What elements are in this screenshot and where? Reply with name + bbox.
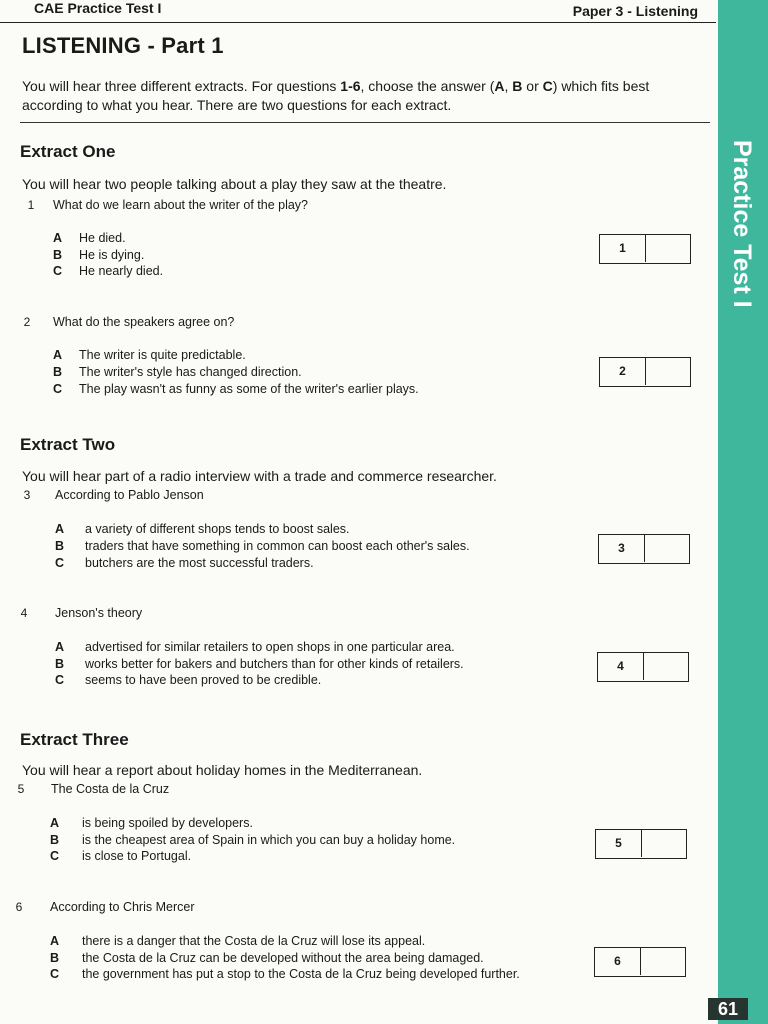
option-letter: B <box>50 951 60 965</box>
question-number: 5 <box>17 782 25 796</box>
option-letter: B <box>50 833 60 847</box>
instructions-letter-a: A <box>494 78 505 94</box>
question-number: 1 <box>27 198 35 212</box>
question-number: 3 <box>23 488 31 502</box>
answer-box[interactable] <box>597 652 689 682</box>
instructions-letter-c: C <box>542 78 553 94</box>
option-letter: A <box>50 816 60 830</box>
answer-box[interactable] <box>599 234 691 264</box>
option-text: there is a danger that the Costa de la Cruz will lose its appeal. <box>82 934 426 948</box>
extract-title: Extract Three <box>20 730 129 749</box>
question-stem: What do the speakers agree on? <box>53 315 235 329</box>
question-stem: Jenson's theory <box>55 606 143 620</box>
option-text: is being spoiled by developers. <box>82 816 253 830</box>
option-text: The writer's style has changed direction. <box>79 365 302 379</box>
answer-box-number: 4 <box>598 653 644 680</box>
option-letter: C <box>50 967 60 981</box>
instructions-range: 1-6 <box>340 78 361 94</box>
option-letter: A <box>50 934 60 948</box>
instructions-or: or <box>522 78 543 94</box>
answer-box-number: 5 <box>596 830 642 857</box>
answer-box[interactable] <box>595 829 687 859</box>
question-number: 2 <box>23 315 31 329</box>
option-text: He died. <box>79 231 126 245</box>
instructions <box>22 77 702 115</box>
extract-intro: You will hear a report about holiday homes in the Mediterranean. <box>22 762 423 778</box>
option-letter: B <box>53 365 63 379</box>
option-text: He nearly died. <box>79 264 164 278</box>
extract-intro: You will hear part of a radio interview with a trade and commerce researcher. <box>22 468 497 484</box>
option-letter: B <box>53 248 63 262</box>
header-paper-name: Paper 3 - Listening <box>572 3 698 19</box>
question-stem: According to Pablo Jenson <box>55 488 204 502</box>
answer-box[interactable] <box>598 534 690 564</box>
option-letter: A <box>53 348 63 362</box>
option-letter: A <box>55 522 65 536</box>
option-letter: C <box>55 673 65 687</box>
option-text: traders that have something in common can boost each other's sales. <box>85 539 470 553</box>
instructions-text-1: You will hear three different extracts. For questions <box>22 78 341 94</box>
answer-box[interactable] <box>594 947 686 977</box>
extract-intro: You will hear two people talking about a play they saw at the theatre. <box>22 176 447 192</box>
option-letter: C <box>53 264 63 278</box>
option-text: a variety of different shops tends to boost sales. <box>85 522 350 536</box>
option-text: advertised for similar retailers to open shops in one particular area. <box>85 640 455 654</box>
answer-box-number: 2 <box>600 358 646 385</box>
side-band-label: Practice Test I <box>728 140 756 308</box>
option-letter: B <box>55 539 65 553</box>
option-text: is the cheapest area of Spain in which you can buy a holiday home. <box>82 833 456 847</box>
extract-title: Extract Two <box>20 435 116 454</box>
option-letter: C <box>55 556 65 570</box>
option-text: seems to have been proved to be credible. <box>85 673 322 687</box>
option-text: the government has put a stop to the Costa de la Cruz being developed further. <box>82 967 520 981</box>
answer-box-number: 3 <box>599 535 645 562</box>
instructions-sep: , <box>504 78 513 94</box>
answer-box-number: 1 <box>600 235 646 262</box>
question-stem: What do we learn about the writer of the play? <box>53 198 309 212</box>
instructions-letter-b: B <box>512 78 523 94</box>
option-text: butchers are the most successful traders. <box>85 556 314 570</box>
option-letter: C <box>50 849 60 863</box>
option-letter: C <box>53 382 63 396</box>
page-number: 61 <box>708 998 748 1020</box>
option-letter: A <box>53 231 63 245</box>
header-test-name: CAE Practice Test I <box>34 0 162 16</box>
option-letter: A <box>55 640 65 654</box>
question-stem: According to Chris Mercer <box>50 900 195 914</box>
answer-box-number: 6 <box>595 948 641 975</box>
option-text: the Costa de la Cruz can be developed without the area being damaged. <box>82 951 484 965</box>
option-text: He is dying. <box>79 248 145 262</box>
option-text: The play wasn't as funny as some of the writer's earlier plays. <box>79 382 419 396</box>
option-text: The writer is quite predictable. <box>79 348 246 362</box>
page-header <box>0 0 716 23</box>
option-text: works better for bakers and butchers than for other kinds of retailers. <box>85 657 464 671</box>
option-letter: B <box>55 657 65 671</box>
option-text: is close to Portugal. <box>82 849 192 863</box>
extract-title: Extract One <box>20 142 116 161</box>
instructions-text-2: , choose the answer ( <box>360 78 495 94</box>
answer-box[interactable] <box>599 357 691 387</box>
section-divider <box>20 122 710 123</box>
page-title: LISTENING - Part 1 <box>22 33 224 58</box>
question-number: 6 <box>15 900 23 914</box>
question-number: 4 <box>20 606 28 620</box>
question-stem: The Costa de la Cruz <box>51 782 170 796</box>
instructions-text-3: ) which fits best according to what you hear. There are two questions for each extract. <box>22 78 650 113</box>
